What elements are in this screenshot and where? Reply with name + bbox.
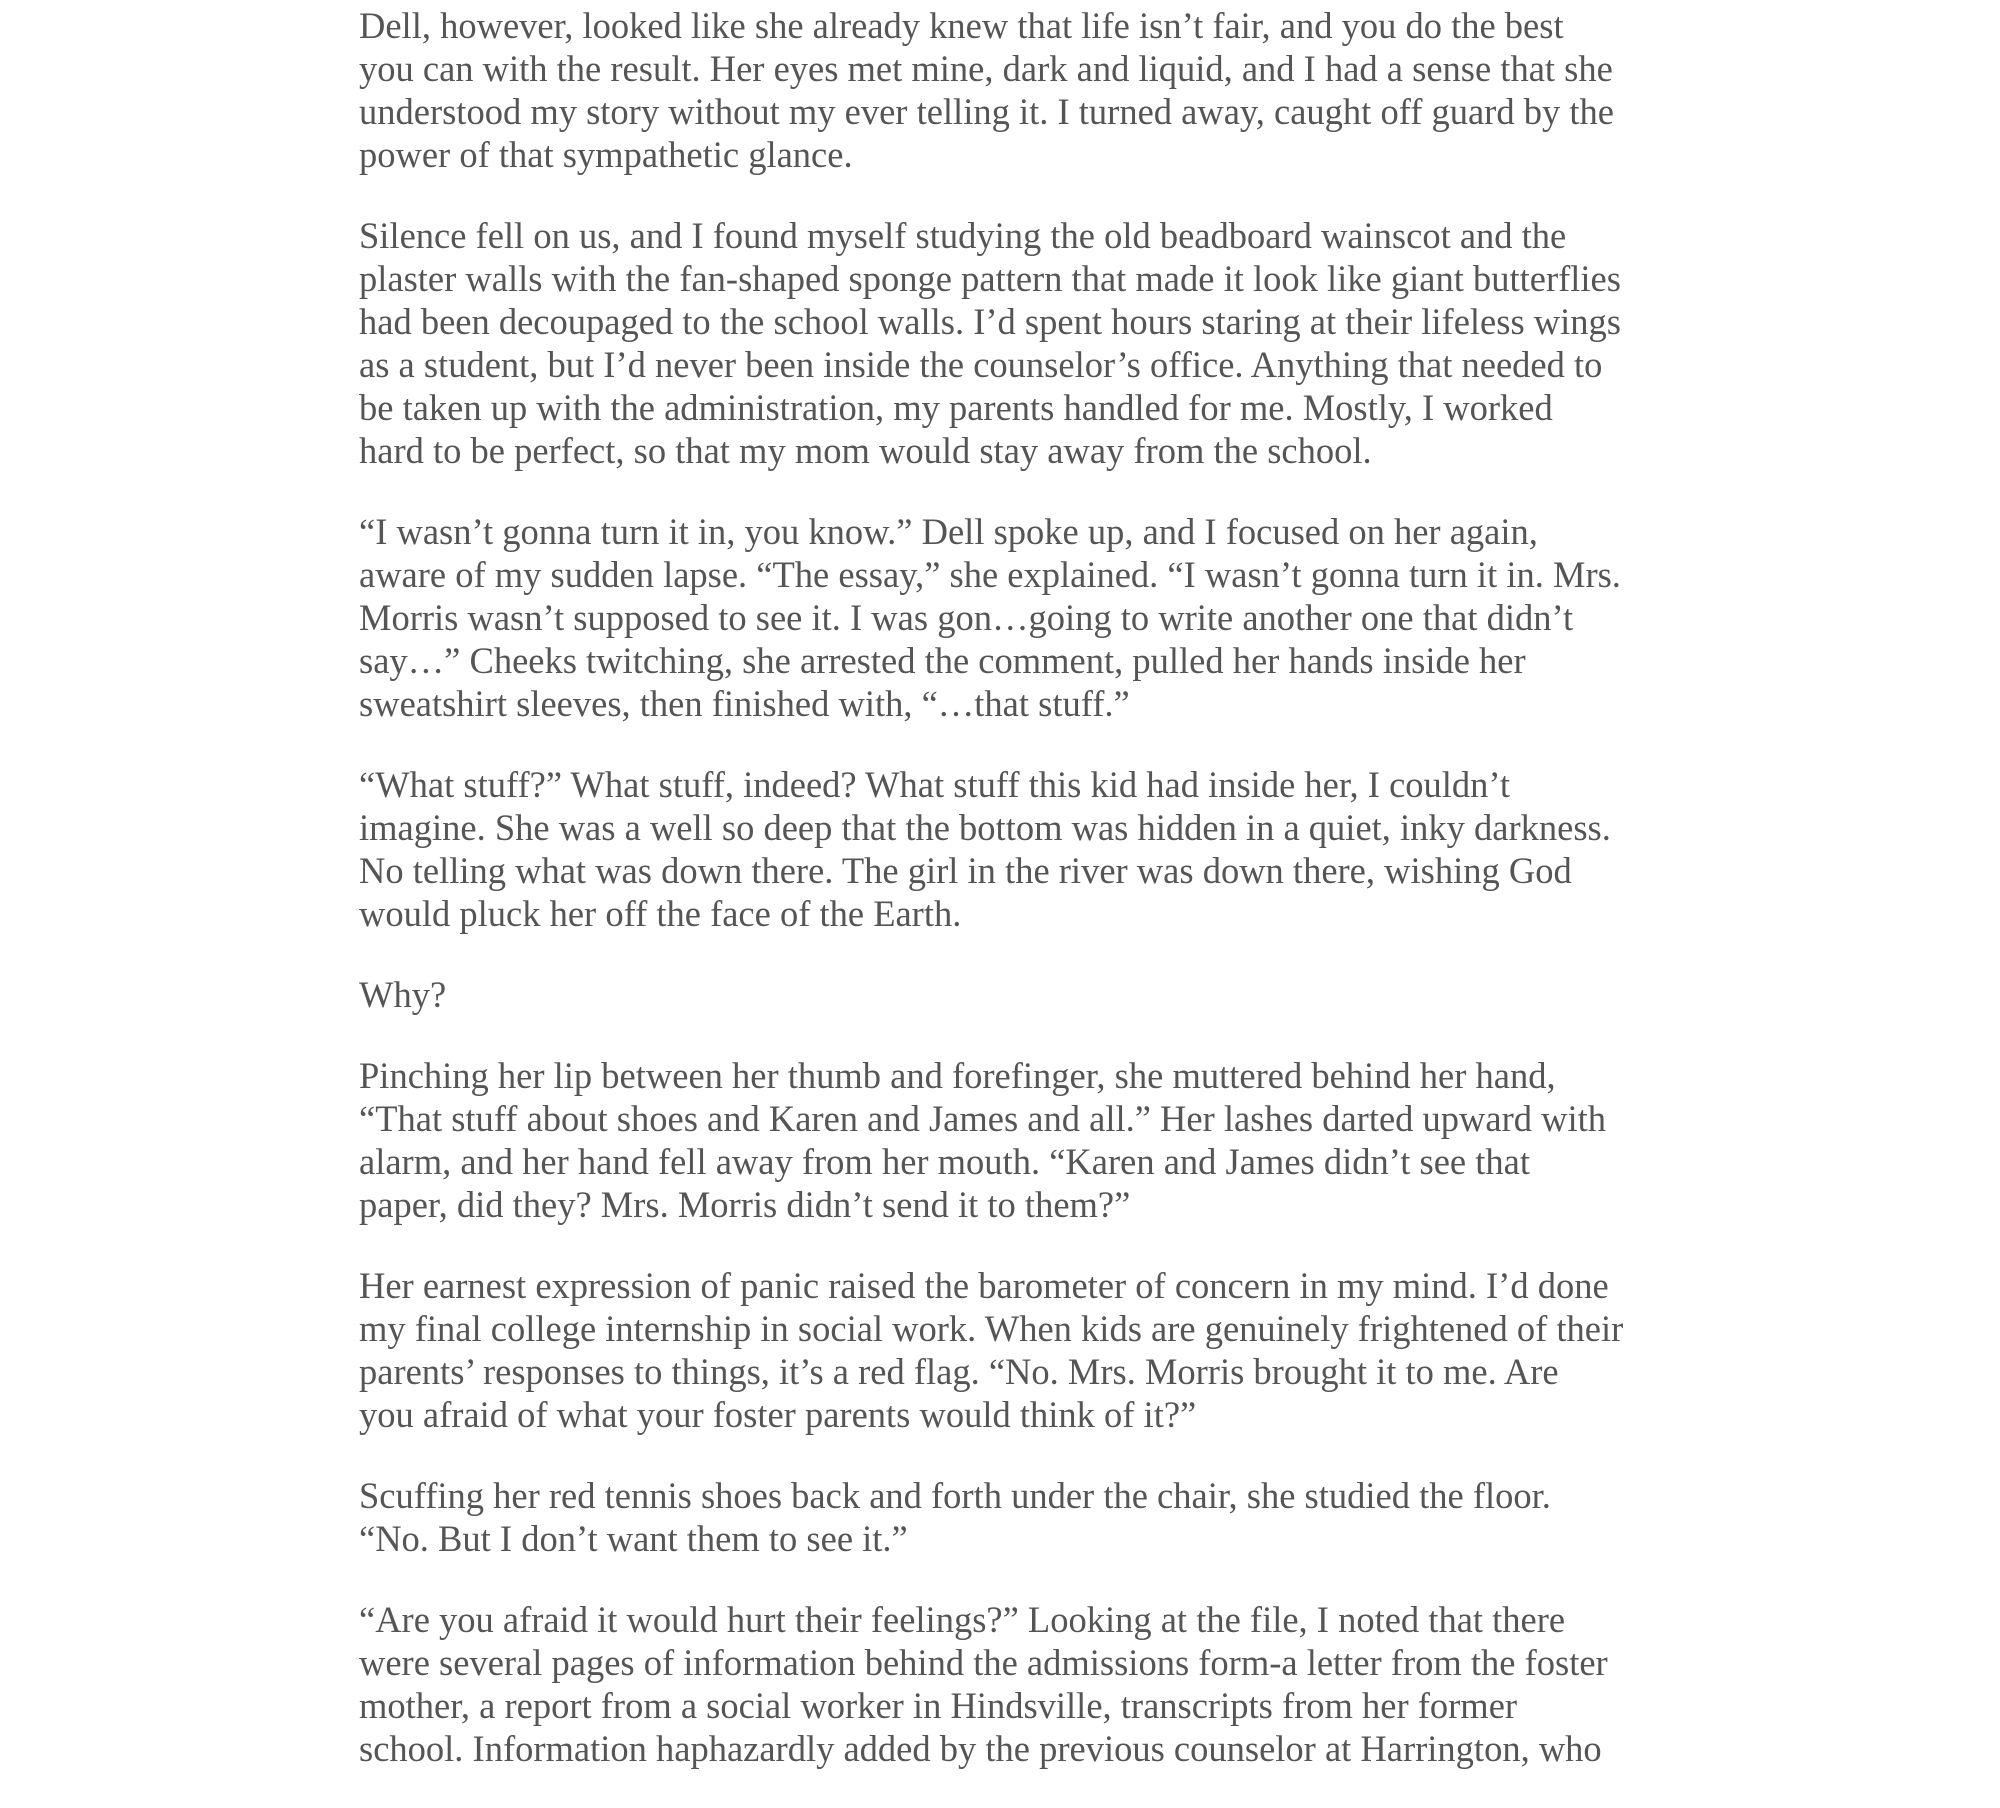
text-line: as a student, but I’d never been inside the counselor’s office. Anything that needed to [359,344,1603,385]
text-line: Scuffing her red tennis shoes back and forth under the chair, she studied the floor. [359,1475,1551,1516]
text-line: parents’ responses to things, it’s a red flag. “No. Mrs. Morris brought it to me. Are [359,1351,1559,1392]
text-line: paper, did they? Mrs. Morris didn’t send it to them?” [359,1184,1131,1225]
text-line: mother, a report from a social worker in Hindsville, transcripts from her former [359,1685,1518,1726]
text-line: my final college internship in social work. When kids are genuinely frightened of their [359,1308,1624,1349]
paragraph-1 [359,4,1659,176]
text-line: “No. But I don’t want them to see it.” [359,1518,908,1559]
text-line: Her earnest expression of panic raised the barometer of concern in my mind. I’d done [359,1265,1609,1306]
document-page [359,4,1659,1808]
paragraph-8 [359,1474,1659,1560]
text-line: were several pages of information behind the admissions form-a letter from the foster [359,1642,1608,1683]
text-line: had been decoupaged to the school walls. I’d spent hours staring at their lifeless wings [359,301,1621,342]
paragraph-3 [359,510,1659,725]
text-line: you afraid of what your foster parents would think of it?” [359,1394,1197,1435]
paragraph-2 [359,214,1659,472]
text-line: imagine. She was a well so deep that the bottom was hidden in a quiet, inky darkness. [359,807,1611,848]
text-line: sweatshirt sleeves, then finished with, “…that stuff.” [359,683,1130,724]
text-line: “Are you afraid it would hurt their feelings?” Looking at the file, I noted that there [359,1599,1566,1640]
paragraph-9 [359,1598,1659,1770]
text-line: would pluck her off the face of the Earth. [359,893,962,934]
paragraph-4 [359,763,1659,935]
text-line: power of that sympathetic glance. [359,134,853,175]
text-line: hard to be perfect, so that my mom would stay away from the school. [359,430,1372,471]
text-line: understood my story without my ever telling it. I turned away, caught off guard by the [359,91,1614,132]
text-line: you can with the result. Her eyes met mine, dark and liquid, and I had a sense that she [359,48,1613,89]
text-line: alarm, and her hand fell away from her mouth. “Karen and James didn’t see that [359,1141,1530,1182]
paragraph-7 [359,1264,1659,1436]
text-line: Why? [359,974,447,1015]
text-line: Silence fell on us, and I found myself studying the old beadboard wainscot and the [359,215,1567,256]
text-line: plaster walls with the fan-shaped sponge pattern that made it look like giant butterflies [359,258,1621,299]
text-line: be taken up with the administration, my parents handled for me. Mostly, I worked [359,387,1553,428]
text-line: Dell, however, looked like she already knew that life isn’t fair, and you do the best [359,5,1564,46]
text-line: school. Information haphazardly added by the previous counselor at Harrington, who [359,1728,1602,1769]
text-line: “That stuff about shoes and Karen and James and all.” Her lashes darted upward with [359,1098,1607,1139]
text-line: aware of my sudden lapse. “The essay,” she explained. “I wasn’t gonna turn it in. Mrs. [359,554,1621,595]
text-line: No telling what was down there. The girl in the river was down there, wishing God [359,850,1572,891]
text-line: say…” Cheeks twitching, she arrested the comment, pulled her hands inside her [359,640,1526,681]
text-line: “What stuff?” What stuff, indeed? What stuff this kid had inside her, I couldn’t [359,764,1511,805]
text-line: “I wasn’t gonna turn it in, you know.” Dell spoke up, and I focused on her again, [359,511,1538,552]
paragraph-5 [359,973,1659,1016]
text-line: Pinching her lip between her thumb and forefinger, she muttered behind her hand, [359,1055,1556,1096]
paragraph-6 [359,1054,1659,1226]
text-line: Morris wasn’t supposed to see it. I was gon…going to write another one that didn’t [359,597,1574,638]
